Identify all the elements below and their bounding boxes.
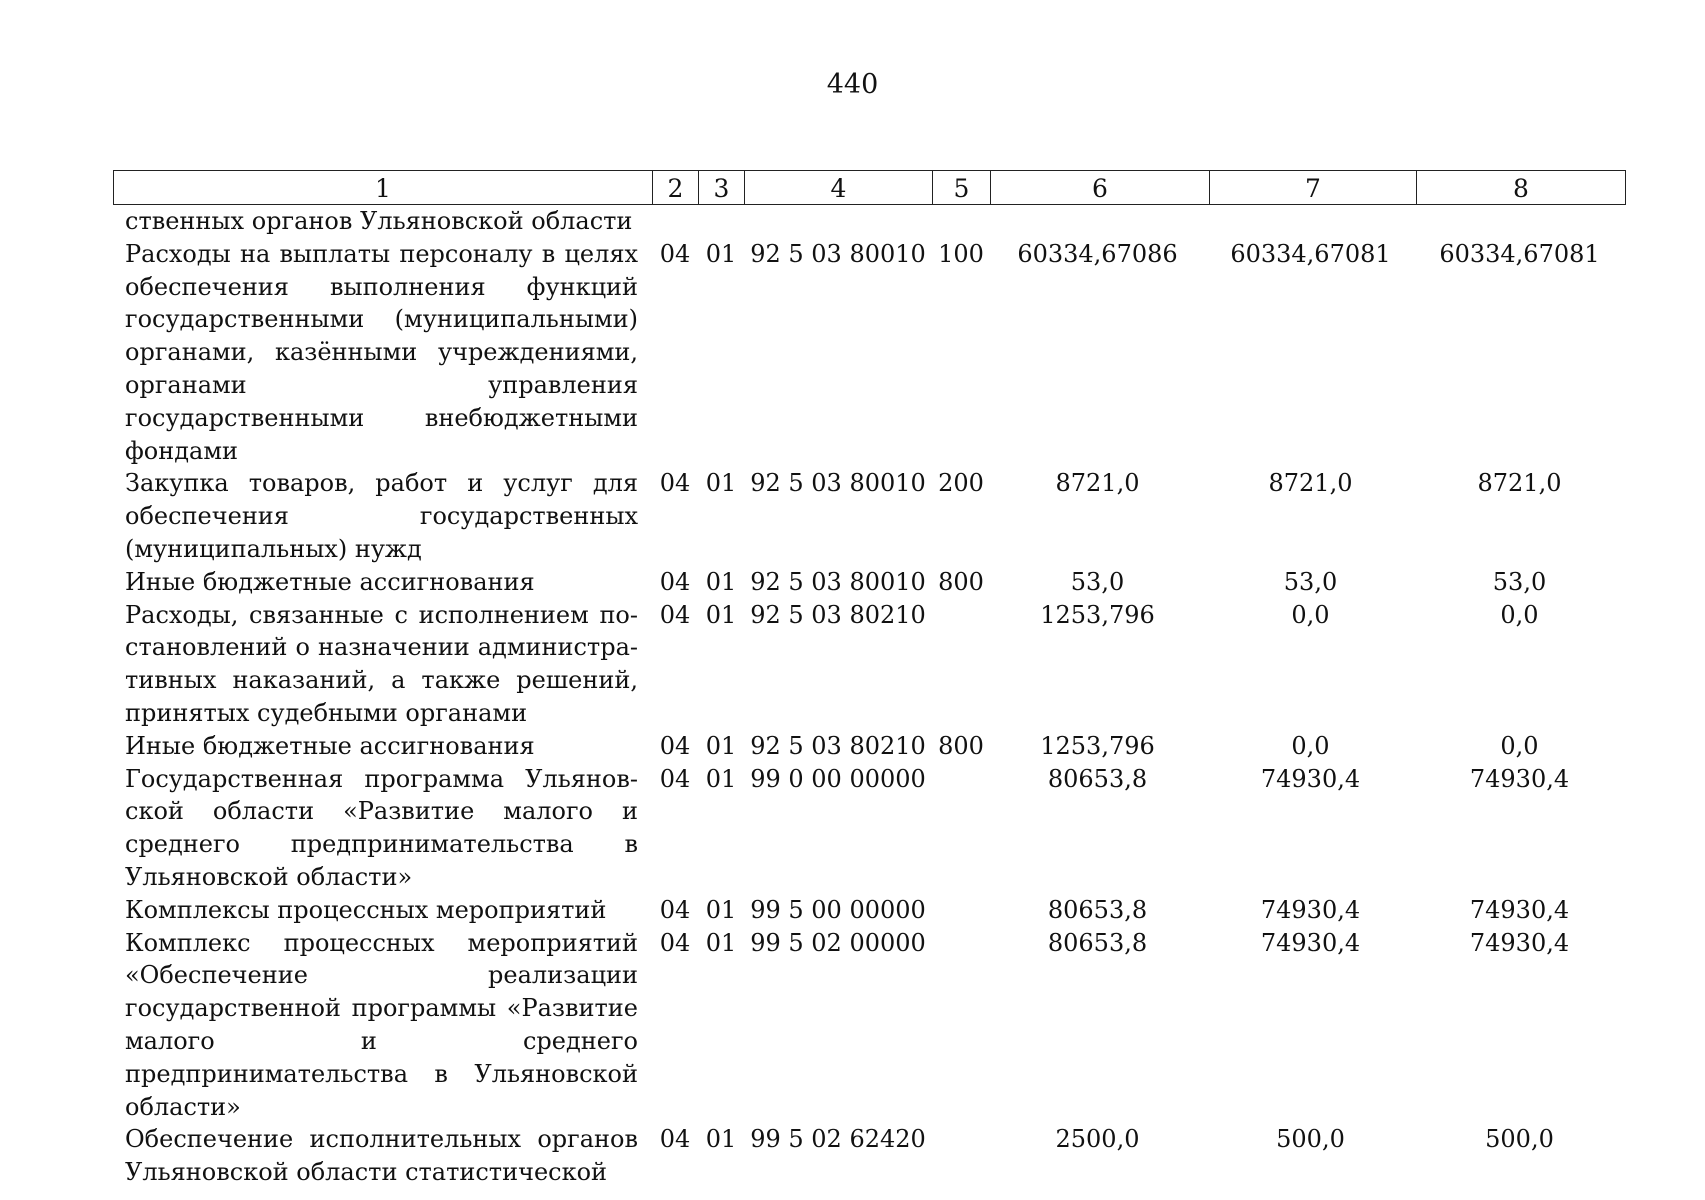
row-subsection: 01 bbox=[705, 1125, 737, 1154]
row-amount-col8: 0,0 bbox=[1500, 731, 1539, 760]
row-expense-type bbox=[932, 1123, 990, 1189]
row-amount-col6 bbox=[990, 205, 1209, 238]
table-row bbox=[113, 730, 1625, 763]
row-subsection: 01 bbox=[705, 928, 737, 957]
row-subsection: 01 bbox=[705, 469, 737, 498]
row-amount-col7: 74930,4 bbox=[1260, 928, 1361, 957]
row-amount-col8: 500,0 bbox=[1485, 1125, 1554, 1154]
row-name: Иные бюджетные ассигнования bbox=[125, 731, 535, 760]
row-amount-col7: 0,0 bbox=[1291, 600, 1330, 629]
column-header-6: 6 bbox=[991, 171, 1210, 205]
row-amount-col8: 0,0 bbox=[1500, 600, 1539, 629]
row-amount-col8: 74930,4 bbox=[1469, 895, 1570, 924]
column-header-7: 7 bbox=[1210, 171, 1417, 205]
row-expense-type bbox=[932, 894, 990, 927]
row-expense-type: 100 bbox=[938, 239, 984, 268]
column-header-3: 3 bbox=[699, 171, 745, 205]
row-name: Комплекс процессных мероприятий «Обеспечение реализации государственной программы «Развитие малого и среднего предпринимательства в Ульяновской области» bbox=[125, 928, 638, 1121]
row-target-article: 92 5 03 80010 bbox=[750, 567, 926, 596]
table-row bbox=[113, 763, 1625, 894]
row-target-article: 99 0 00 00000 bbox=[750, 764, 926, 793]
row-amount-col7: 74930,4 bbox=[1260, 895, 1361, 924]
row-name: Иные бюджетные ассигнования bbox=[125, 567, 535, 596]
row-amount-col6: 2500,0 bbox=[1055, 1125, 1140, 1154]
table-row bbox=[113, 1123, 1625, 1189]
budget-table bbox=[113, 205, 1625, 1189]
row-section: 04 bbox=[659, 928, 691, 957]
row-amount-col8: 8721,0 bbox=[1477, 469, 1562, 498]
row-subsection: 01 bbox=[705, 567, 737, 596]
table-row bbox=[113, 467, 1625, 565]
row-section: 04 bbox=[659, 895, 691, 924]
row-expense-type bbox=[932, 599, 990, 730]
row-amount-col6: 80653,8 bbox=[1047, 895, 1148, 924]
row-name: ственных органов Ульяновской области bbox=[125, 207, 633, 235]
row-amount-col8: 53,0 bbox=[1492, 567, 1547, 596]
row-target-article: 92 5 03 80010 bbox=[750, 469, 926, 498]
row-section: 04 bbox=[659, 469, 691, 498]
row-expense-type bbox=[932, 927, 990, 1124]
column-header-5: 5 bbox=[933, 171, 991, 205]
row-subsection: 01 bbox=[705, 239, 737, 268]
column-header-4: 4 bbox=[745, 171, 933, 205]
table-row bbox=[113, 566, 1625, 599]
row-name: Расходы, связанные с исполнением постановлений о назначении административных наказаний, а также решений, принятых судебными органами bbox=[125, 600, 638, 727]
row-target-article bbox=[744, 205, 932, 238]
row-expense-type: 800 bbox=[938, 567, 984, 596]
row-section: 04 bbox=[659, 764, 691, 793]
row-name: Комплексы процессных мероприятий bbox=[125, 895, 607, 924]
row-target-article: 92 5 03 80210 bbox=[750, 731, 926, 760]
row-target-article: 99 5 00 00000 bbox=[750, 895, 926, 924]
table-row bbox=[113, 238, 1625, 468]
row-amount-col7 bbox=[1209, 205, 1416, 238]
row-section: 04 bbox=[659, 239, 691, 268]
row-amount-col8 bbox=[1416, 205, 1625, 238]
row-amount-col6: 60334,67086 bbox=[1017, 239, 1178, 268]
column-header-8: 8 bbox=[1417, 171, 1626, 205]
page-number: 440 bbox=[826, 69, 879, 100]
row-section: 04 bbox=[659, 567, 691, 596]
row-amount-col6: 8721,0 bbox=[1055, 469, 1140, 498]
row-subsection: 01 bbox=[705, 895, 737, 924]
row-amount-col7: 53,0 bbox=[1283, 567, 1338, 596]
row-amount-col8: 74930,4 bbox=[1469, 928, 1570, 957]
row-amount-col7: 8721,0 bbox=[1268, 469, 1353, 498]
row-expense-type: 200 bbox=[938, 469, 984, 498]
row-target-article: 92 5 03 80210 bbox=[750, 600, 926, 629]
table-header bbox=[113, 170, 1626, 205]
row-target-article: 99 5 02 00000 bbox=[750, 928, 926, 957]
row-amount-col8: 60334,67081 bbox=[1439, 239, 1600, 268]
row-expense-type bbox=[932, 763, 990, 894]
column-header-1: 1 bbox=[114, 171, 653, 205]
row-subsection: 01 bbox=[705, 764, 737, 793]
row-subsection bbox=[698, 205, 744, 238]
column-header-2: 2 bbox=[653, 171, 699, 205]
row-amount-col7: 74930,4 bbox=[1260, 764, 1361, 793]
table-row bbox=[113, 205, 1625, 238]
row-amount-col6: 1253,796 bbox=[1040, 731, 1155, 760]
row-section bbox=[652, 205, 698, 238]
row-section: 04 bbox=[659, 600, 691, 629]
row-amount-col6: 80653,8 bbox=[1047, 928, 1148, 957]
row-target-article: 99 5 02 62420 bbox=[750, 1125, 926, 1154]
row-name: Расходы на выплаты персоналу в целях обеспечения выполнения функций государственными (муниципальными) органами, казёнными учреждениями, органами управления государственными внебюджетными фондами bbox=[125, 239, 638, 465]
row-name: Обеспечение исполнительных органов Ульяновской области статистической bbox=[125, 1125, 638, 1187]
row-name: Закупка товаров, работ и услуг для обеспечения государственных (муниципальных) нужд bbox=[125, 469, 638, 563]
row-amount-col7: 500,0 bbox=[1276, 1125, 1345, 1154]
table-row bbox=[113, 599, 1625, 730]
row-amount-col6: 53,0 bbox=[1070, 567, 1125, 596]
row-expense-type: 800 bbox=[938, 731, 984, 760]
row-target-article: 92 5 03 80010 bbox=[750, 239, 926, 268]
row-amount-col6: 1253,796 bbox=[1040, 600, 1155, 629]
row-subsection: 01 bbox=[705, 731, 737, 760]
row-amount-col8: 74930,4 bbox=[1469, 764, 1570, 793]
table-row bbox=[113, 894, 1625, 927]
row-subsection: 01 bbox=[705, 600, 737, 629]
row-expense-type bbox=[932, 205, 990, 238]
table-row bbox=[113, 927, 1625, 1124]
row-amount-col6: 80653,8 bbox=[1047, 764, 1148, 793]
row-name: Государственная программа Ульяновской области «Развитие малого и среднего предпринимательства в Ульяновской области» bbox=[125, 764, 638, 891]
row-section: 04 bbox=[659, 731, 691, 760]
row-section: 04 bbox=[659, 1125, 691, 1154]
row-amount-col7: 0,0 bbox=[1291, 731, 1330, 760]
row-amount-col7: 60334,67081 bbox=[1230, 239, 1391, 268]
